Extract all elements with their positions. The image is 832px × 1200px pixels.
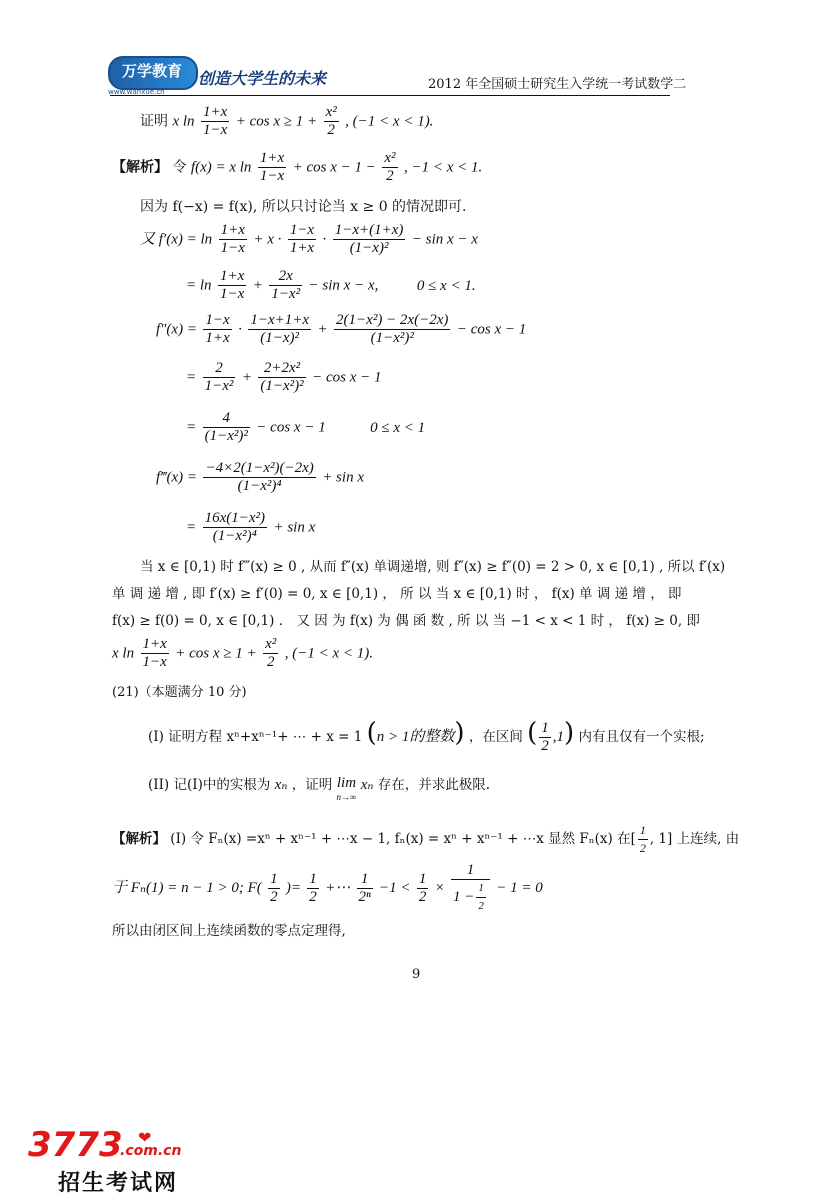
watermark-number: 3773: [28, 1125, 123, 1165]
p20-second-derivative-b: = $\frac{2}{\text{1−x²}}$ + $\frac{\text{2+2x²}}{\text{(1−x²)²}}$ − cos x − 1: [186, 360, 382, 394]
p20-first-derivative-simplified: = ln $\frac{1+x}{1-x}$ + $\frac{2x}{\text{1−x²}}$ − sin x − x, 0 ≤ x < 1.: [186, 268, 476, 302]
p21-solution-3: 所以由闭区间上连续函数的零点定理得,: [112, 923, 346, 939]
page-number: 9: [412, 967, 421, 982]
watermark-chinese: 招生考试网: [58, 1170, 179, 1196]
heart-icon: ❤: [138, 1128, 152, 1147]
p20-second-derivative-c: = $\frac{4}{\text{(1−x²)²}}$ − cos x − 1 0 ≤ x < 1: [186, 410, 426, 444]
p20-second-derivative: f″(x) = $\frac{1-x}{1+x}$ · $\frac{1-x+1+x}{\text{(1−x)²}}$ + $\frac{\text{2(1−x²) − 2x(−2x)}}{\text{(1−x²)²}}$ − cos x − 1: [156, 312, 527, 346]
p21-part1: (I) 证明方程 xⁿ+xⁿ⁻¹+ ⋯ + x = 1 (n > 1的整数) ，在区间 ( $\frac{1}{2}$ ,1) 内有且仅有一个实根;: [148, 718, 705, 754]
p20-first-derivative: 又 f′(x) = ln $\frac{1+x}{1-x}$ + x · $\frac{1-x}{1+x}$ · $\frac{1-x+(1+x)}{\text{(1−x)²}}$ − sin x − x: [140, 222, 478, 256]
watermark-domain: .com.cn: [120, 1143, 182, 1159]
exam-title: 2012 年全国硕士研究生入学统一考试数学二: [428, 77, 687, 92]
header-rule: [110, 95, 670, 96]
p20-conclusion-2: 单 调 递 增 , 即 f′(x) ≥ f′(0) = 0, x ∈ [0,1) ， 所 以 当 x ∈ [0,1) 时 ， f(x) 单 调 递 增 ， 即: [112, 586, 682, 602]
p20-conclusion-4: x ln $\frac{1+x}{1-x}$ + cos x ≥ 1 + $\frac{\text{x²}}{2}$ , (−1 < x < 1).: [112, 636, 373, 670]
p21-solution-1: 【解析】 (I) 令 Fₙ(x) =xⁿ + xⁿ⁻¹ + ⋯x − 1, fₙ(x) = xⁿ + xⁿ⁻¹ + ⋯x 显然 Fₙ(x) 在[ $\frac{1}{2}$ , 1] 上连续, 由: [112, 823, 740, 855]
logo-subtext: www.wanxue.cn: [108, 88, 165, 96]
p20-third-derivative: f‴(x) = $\frac{\text{−4×2(1−x²)(−2x)}}{\text{(1−x²)⁴}}$ + sin x: [156, 460, 364, 494]
p20-statement: 证明 x ln $\frac{1+x}{1-x}$ + cos x ≥ 1 + $\frac{\text{x²}}{2}$ , (−1 < x < 1).: [140, 104, 434, 138]
p21-solution-2: 于 Fₙ(1) = n − 1 > 0; F( $\frac{1}{2}$ )= $\frac{1}{2}$ +⋯ $\frac{1}{\text{2ⁿ}}$ −1 < $\frac{1}{2}$ × 1 1 − $\frac{1}{2}$ − 1 = 0: [112, 862, 543, 912]
p20-third-derivative-b: = $\frac{\text{16x(1−x²)}}{\text{(1−x²)⁴}}$ + sin x: [186, 510, 316, 544]
slogan: 创造大学生的未来: [198, 69, 327, 88]
p20-solution-def: 【解析】 令 f(x) = x ln $\frac{1+x}{1-x}$ + cos x − 1 − $\frac{\text{x²}}{2}$ , −1 < x < 1.: [112, 150, 483, 184]
p21-part2: (II) 记(I)中的实根为 xₙ ，证明 lim n→∞ xₙ 存在，并求此极限.: [148, 775, 491, 802]
p20-even-line: 因为 f(−x) = f(x), 所以只讨论当 x ≥ 0 的情况即可.: [140, 199, 467, 215]
p20-conclusion-1: 当 x ∈ [0,1) 时 f‴(x) ≥ 0 , 从而 f″(x) 单调递增, 则 f″(x) ≥ f″(0) = 2 > 0, x ∈ [0,1) , 所以 f′(x): [140, 559, 726, 575]
p21-heading: (21)（本题满分 10 分): [112, 685, 247, 700]
p20-conclusion-3: f(x) ≥ f(0) = 0, x ∈ [0,1) ． 又 因 为 f(x) 为 偶 函 数 , 所 以 当 −1 < x < 1 时 ， f(x) ≥ 0, 即: [112, 613, 700, 629]
logo-text: 万学教育: [122, 62, 183, 80]
